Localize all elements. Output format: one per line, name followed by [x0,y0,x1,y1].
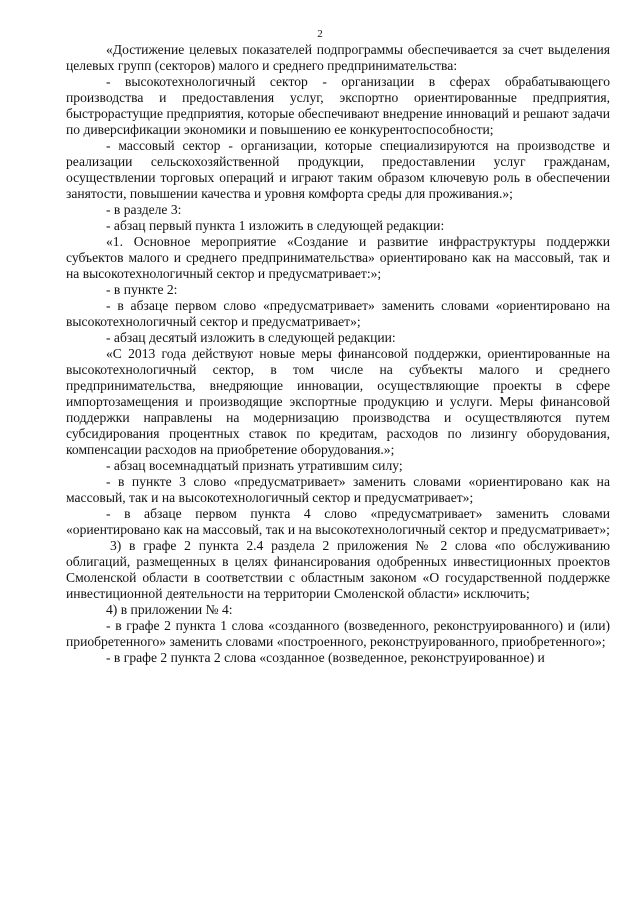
paragraph: 3) в графе 2 пункта 2.4 раздела 2 приложения № 2 слова «по обслуживанию облигаций, размещенных в целях финансирования одобренных инвестиционных проектов Смоленской области в соответствии с областным законом «О государственной поддержке инвестиционной деятельности на территории Смоленской области» исключить; [66,538,610,601]
paragraph: - абзац первый пункта 1 изложить в следующей редакции: [106,218,445,233]
paragraph: - в пункте 2: [106,282,178,297]
paragraph: «Достижение целевых показателей подпрограммы обеспечивается за счет выделения целевых групп (секторов) малого и среднего предпринимательства: [66,42,610,73]
paragraph: - абзац десятый изложить в следующей редакции: [106,330,396,345]
document-body [66,42,610,666]
paragraph: - массовый сектор - организации, которые специализируются на производстве и реализации сельскохозяйственной продукции, предоставлении услуг гражданам, осуществлении торговых операций и играют таким образом ключевую роль в обеспечении занятости, повышении качества и уровня комфорта среды для проживания.»; [66,138,610,201]
page-number: 2 [317,28,323,40]
paragraph: - абзац восемнадцатый признать утратившим силу; [106,458,403,473]
paragraph: - в абзаце первом слово «предусматривает» заменить словами «ориентировано на высокотехнологичный сектор и предусматривает»; [66,298,610,329]
paragraph: - в пункте 3 слово «предусматривает» заменить словами «ориентировано как на массовый, так и на высокотехнологичный сектор и предусматривает»; [66,474,610,505]
paragraph: - в графе 2 пункта 2 слова «созданное (возведенное, реконструированное) и [106,650,545,665]
paragraph: 4) в приложении № 4: [106,602,233,617]
paragraph: «1. Основное мероприятие «Создание и развитие инфраструктуры поддержки субъектов малого и среднего предпринимательства» ориентировано как на массовый, так и на высокотехнологичный сектор и предусматривает:»; [66,234,610,281]
paragraph: - высокотехнологичный сектор - организации в сферах обрабатывающего производства и предоставления услуг, экспортно ориентированные предприятия, быстрорастущие предприятия, которые обеспечивают внедрение инноваций и решают задачи по диверсификации экономики и повышению ее конкурентоспособности; [66,74,610,137]
paragraph: «С 2013 года действуют новые меры финансовой поддержки, ориентированные на высокотехнологичный сектор, в том числе на субъекты малого и среднего предпринимательства, внедряющие инновации, осуществляющие проекты в сфере импортозамещения и производящие экспортные продукцию и услуги. Меры финансовой поддержки направлены на модернизацию производства и осуществляются путем субсидирования процентных ставок по кредитам, расходов по лизингу оборудования, компенсации расходов на приобретение оборудования.»; [66,346,610,457]
paragraph: - в графе 2 пункта 1 слова «созданного (возведенного, реконструированного) и (или) приобретенного» заменить словами «построенного, реконструированного, приобретенного»; [66,618,610,649]
paragraph: - в разделе 3: [106,202,182,217]
paragraph: - в абзаце первом пункта 4 слово «предусматривает» заменить словами «ориентировано как на массовый, так и на высокотехнологичный сектор и предусматривает»; [66,506,610,537]
